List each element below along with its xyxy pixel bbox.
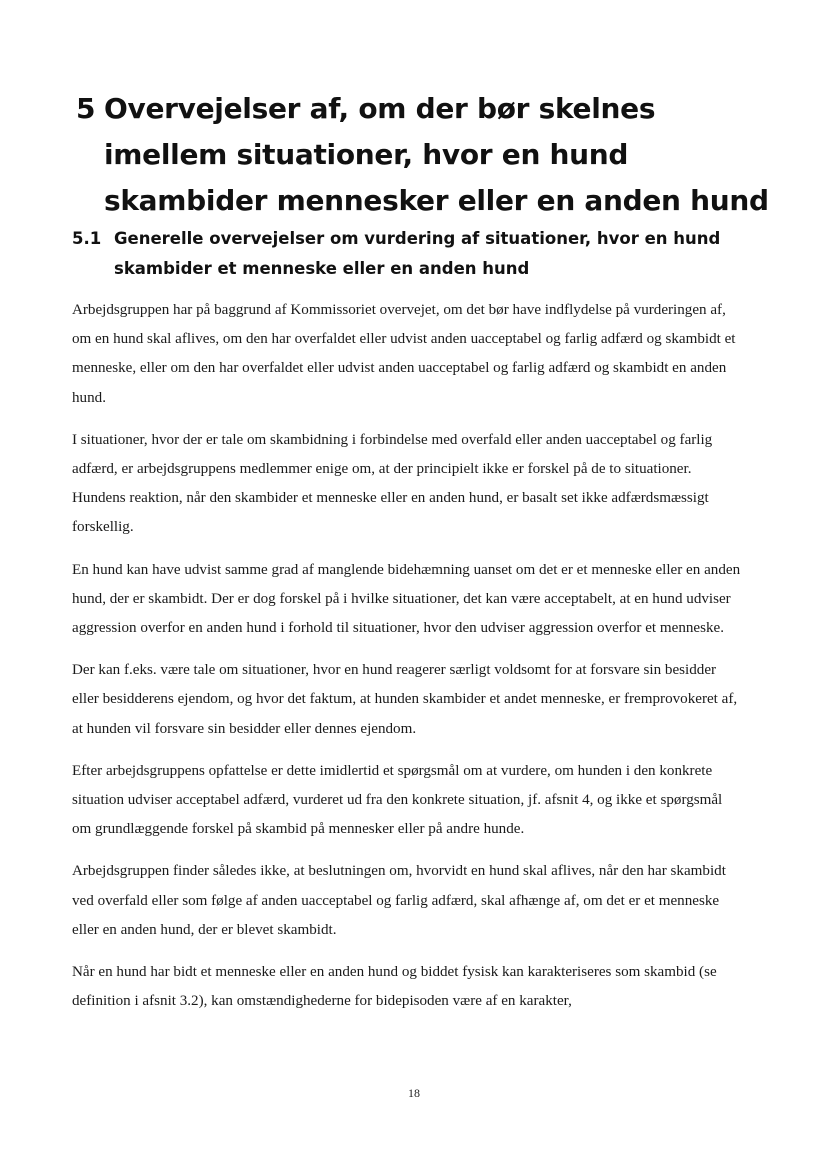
- paragraph: I situationer, hvor der er tale om skambidning i forbindelse med overfald eller anden uacceptabel og farlig adfærd, er arbejdsgruppens medlemmer enige om, at der principielt ikke er forskel på de to situationer. Hundens reaktion, når den skambider et menneske eller en anden hund, er basalt set ikke adfærdsmæssigt forskellig.: [72, 431, 713, 536]
- section-heading: [76, 86, 776, 224]
- section-number: 5: [76, 92, 96, 125]
- page-number: 18: [408, 1086, 420, 1100]
- paragraph: Arbejdsgruppen finder således ikke, at beslutningen om, hvorvidt en hund skal aflives, når den har skambidt ved overfald eller som følge af anden uacceptabel og farlig adfærd, skal afhænge af, om det er et menneske eller en anden hund, der er blevet skambidt.: [72, 863, 726, 938]
- subsection-heading: [72, 224, 772, 284]
- section-title: Overvejelser af, om der bør skelnes imellem situationer, hvor en hund skambider mennesker eller en anden hund: [104, 92, 769, 217]
- body-text: [72, 296, 744, 1029]
- paragraph: Arbejdsgruppen har på baggrund af Kommissoriet overvejet, om det bør have indflydelse på vurderingen af, om en hund skal aflives, om den har overfaldet eller udvist anden uacceptabel og farlig adfærd og skambidt et menneske, eller om den har overfaldet eller udvist anden uacceptabel og farlig adfærd og skambidt en anden hund.: [72, 302, 736, 406]
- paragraph: Efter arbejdsgruppens opfattelse er dette imidlertid et spørgsmål om at vurdere, om hunden i den konkrete situation udviser acceptabel adfærd, vurderet ud fra den konkrete situation, jf. afsnit 4, og ikke et spørgsmål om grundlæggende forskel på skambid på mennesker eller på andre hunde.: [72, 762, 723, 838]
- subsection-title: Generelle overvejelser om vurdering af situationer, hvor en hund skambider et menneske eller en anden hund: [114, 229, 721, 278]
- paragraph: Når en hund har bidt et menneske eller en anden hund og biddet fysisk kan karakteriseres som skambid (se definition i afsnit 3.2), kan omstændighederne for bidepisoden være af en karakter,: [72, 964, 717, 1010]
- paragraph: Der kan f.eks. være tale om situationer, hvor en hund reagerer særligt voldsomt for at forsvare sin besidder eller besidderens ejendom, og hvor det faktum, at hunden skambider et andet menneske, er fremprovokeret af, at hunden vil forsvare sin besidder eller dennes ejendom.: [72, 662, 738, 737]
- subsection-number: 5.1: [72, 229, 102, 248]
- paragraph: En hund kan have udvist samme grad af manglende bidehæmning uanset om det er et menneske eller en anden hund, der er skambidt. Der er dog forskel på i hvilke situationer, det kan være acceptabelt, at en hund udviser aggression overfor en anden hund i forhold til situationer, hvor den udviser aggression overfor et menneske.: [72, 561, 741, 637]
